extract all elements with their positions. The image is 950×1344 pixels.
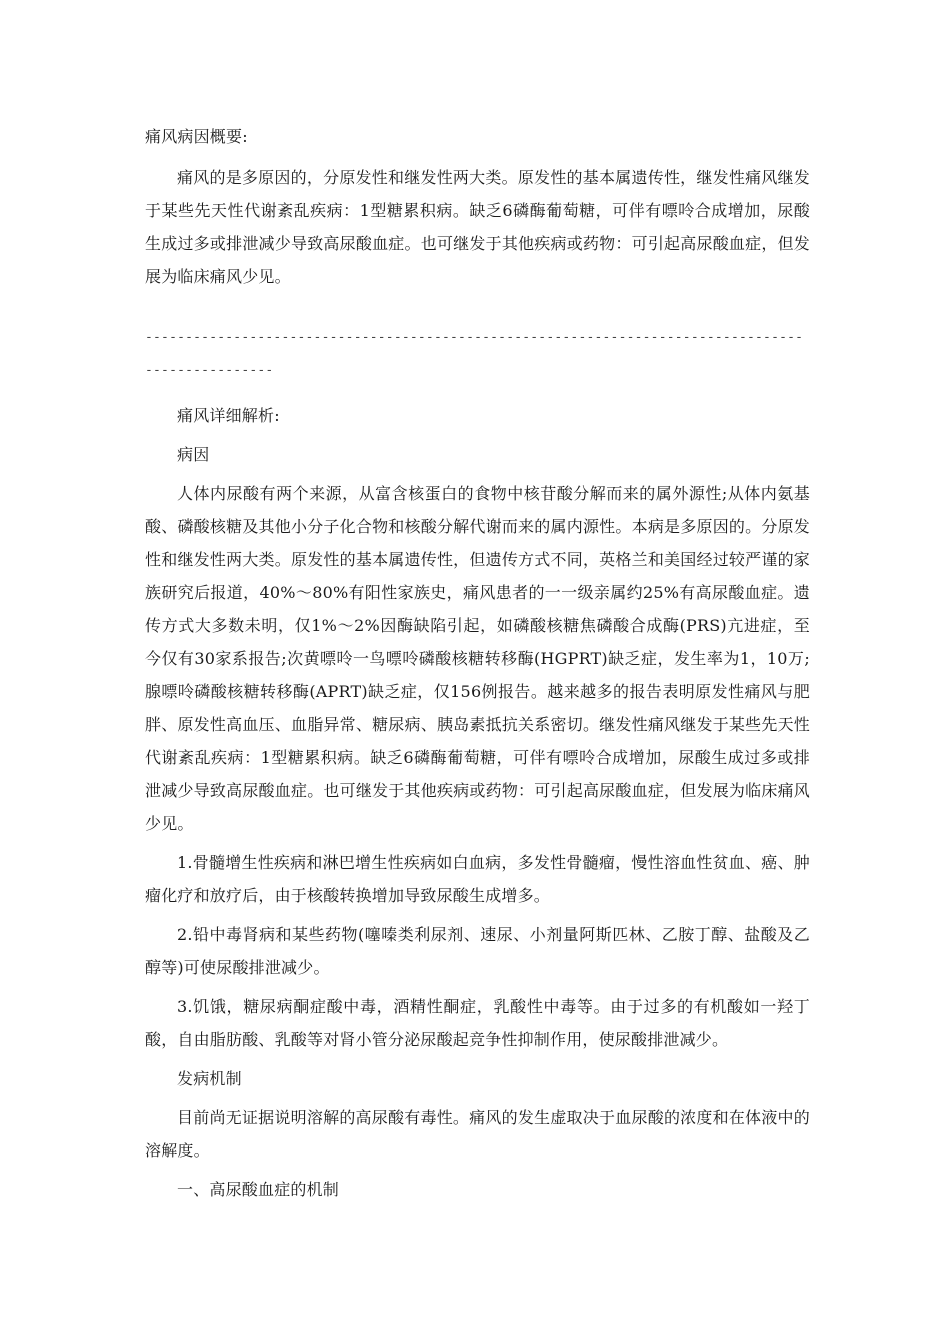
document-page xyxy=(145,120,810,1212)
cause-paragraph: 人体内尿酸有两个来源，从富含核蛋白的食物中核苷酸分解而来的属外源性;从体内氨基酸、磷酸核糖及其他小分子化合物和核酸分解代谢而来的属内源性。本病是多原因的。分原发性和继发性两大类。原发性的基本属遗传性，但遗传方式不同，英格兰和美国经过较严谨的家族研究后报道，40%～80%有阳性家族史，痛风患者的一一级亲属约25%有高尿酸血症。遗传方式大多数未明，仅1%～2%因酶缺陷引起，如磷酸核糖焦磷酸合成酶(PRS)亢进症，至今仅有30家系报告;次黄嘌呤一鸟嘌呤磷酸核糖转移酶(HGPRT)缺乏症，发生率为1，10万;腺嘌呤磷酸核糖转移酶(APRT)缺乏症，仅156例报告。越来越多的报告表明原发性痛风与肥胖、原发性高血压、血脂异常、糖尿病、胰岛素抵抗关系密切。继发性痛风继发于某些先天性代谢紊乱疾病：1型糖累积病。缺乏6磷酶葡萄糖，可伴有嘌呤合成增加，尿酸生成过多或排泄减少导致高尿酸血症。也可继发于其他疾病或药物：可引起高尿酸血症，但发展为临床痛风少见。 xyxy=(145,484,810,833)
cause-item-3: 3.饥饿，糖尿病酮症酸中毒，酒精性酮症，乳酸性中毒等。由于过多的有机酸如一羟丁酸，自由脂肪酸、乳酸等对肾小管分泌尿酸起竞争性抑制作用，使尿酸排泄减少。 xyxy=(145,997,810,1049)
cause-item-1: 1.骨髓增生性疾病和淋巴增生性疾病如白血病，多发性骨髓瘤，慢性溶血性贫血、癌、肿瘤化疗和放疗后，由于核酸转换增加导致尿酸生成增多。 xyxy=(145,853,810,905)
summary-paragraph: 痛风的是多原因的，分原发性和继发性两大类。原发性的基本属遗传性，继发性痛风继发于某些先天性代谢紊乱疾病：1型糖累积病。缺乏6磷酶葡萄糖，可伴有嘌呤合成增加，尿酸生成过多或排泄减少导致高尿酸血症。也可继发于其他疾病或药物：可引起高尿酸血症，但发展为临床痛风少见。 xyxy=(145,168,810,286)
detail-heading: 痛风详细解析: xyxy=(177,406,280,425)
mechanism-paragraph: 目前尚无证据说明溶解的高尿酸有毒性。痛风的发生虚取决于血尿酸的浓度和在体液中的溶解度。 xyxy=(145,1108,810,1160)
mechanism-heading: 发病机制 xyxy=(177,1069,242,1088)
cause-item-2: 2.铅中毒肾病和某些药物(噻嗪类利尿剂、速尿、小剂量阿斯匹林、乙胺丁醇、盐酸及乙醇等)可使尿酸排泄减少。 xyxy=(145,925,810,977)
cause-heading: 病因 xyxy=(177,445,210,464)
section-divider: -------------------------------------------------------------------------------------------------- xyxy=(145,330,804,378)
summary-heading: 痛风病因概要: xyxy=(145,127,248,146)
subsection-heading: 一、高尿酸血症的机制 xyxy=(177,1180,340,1199)
